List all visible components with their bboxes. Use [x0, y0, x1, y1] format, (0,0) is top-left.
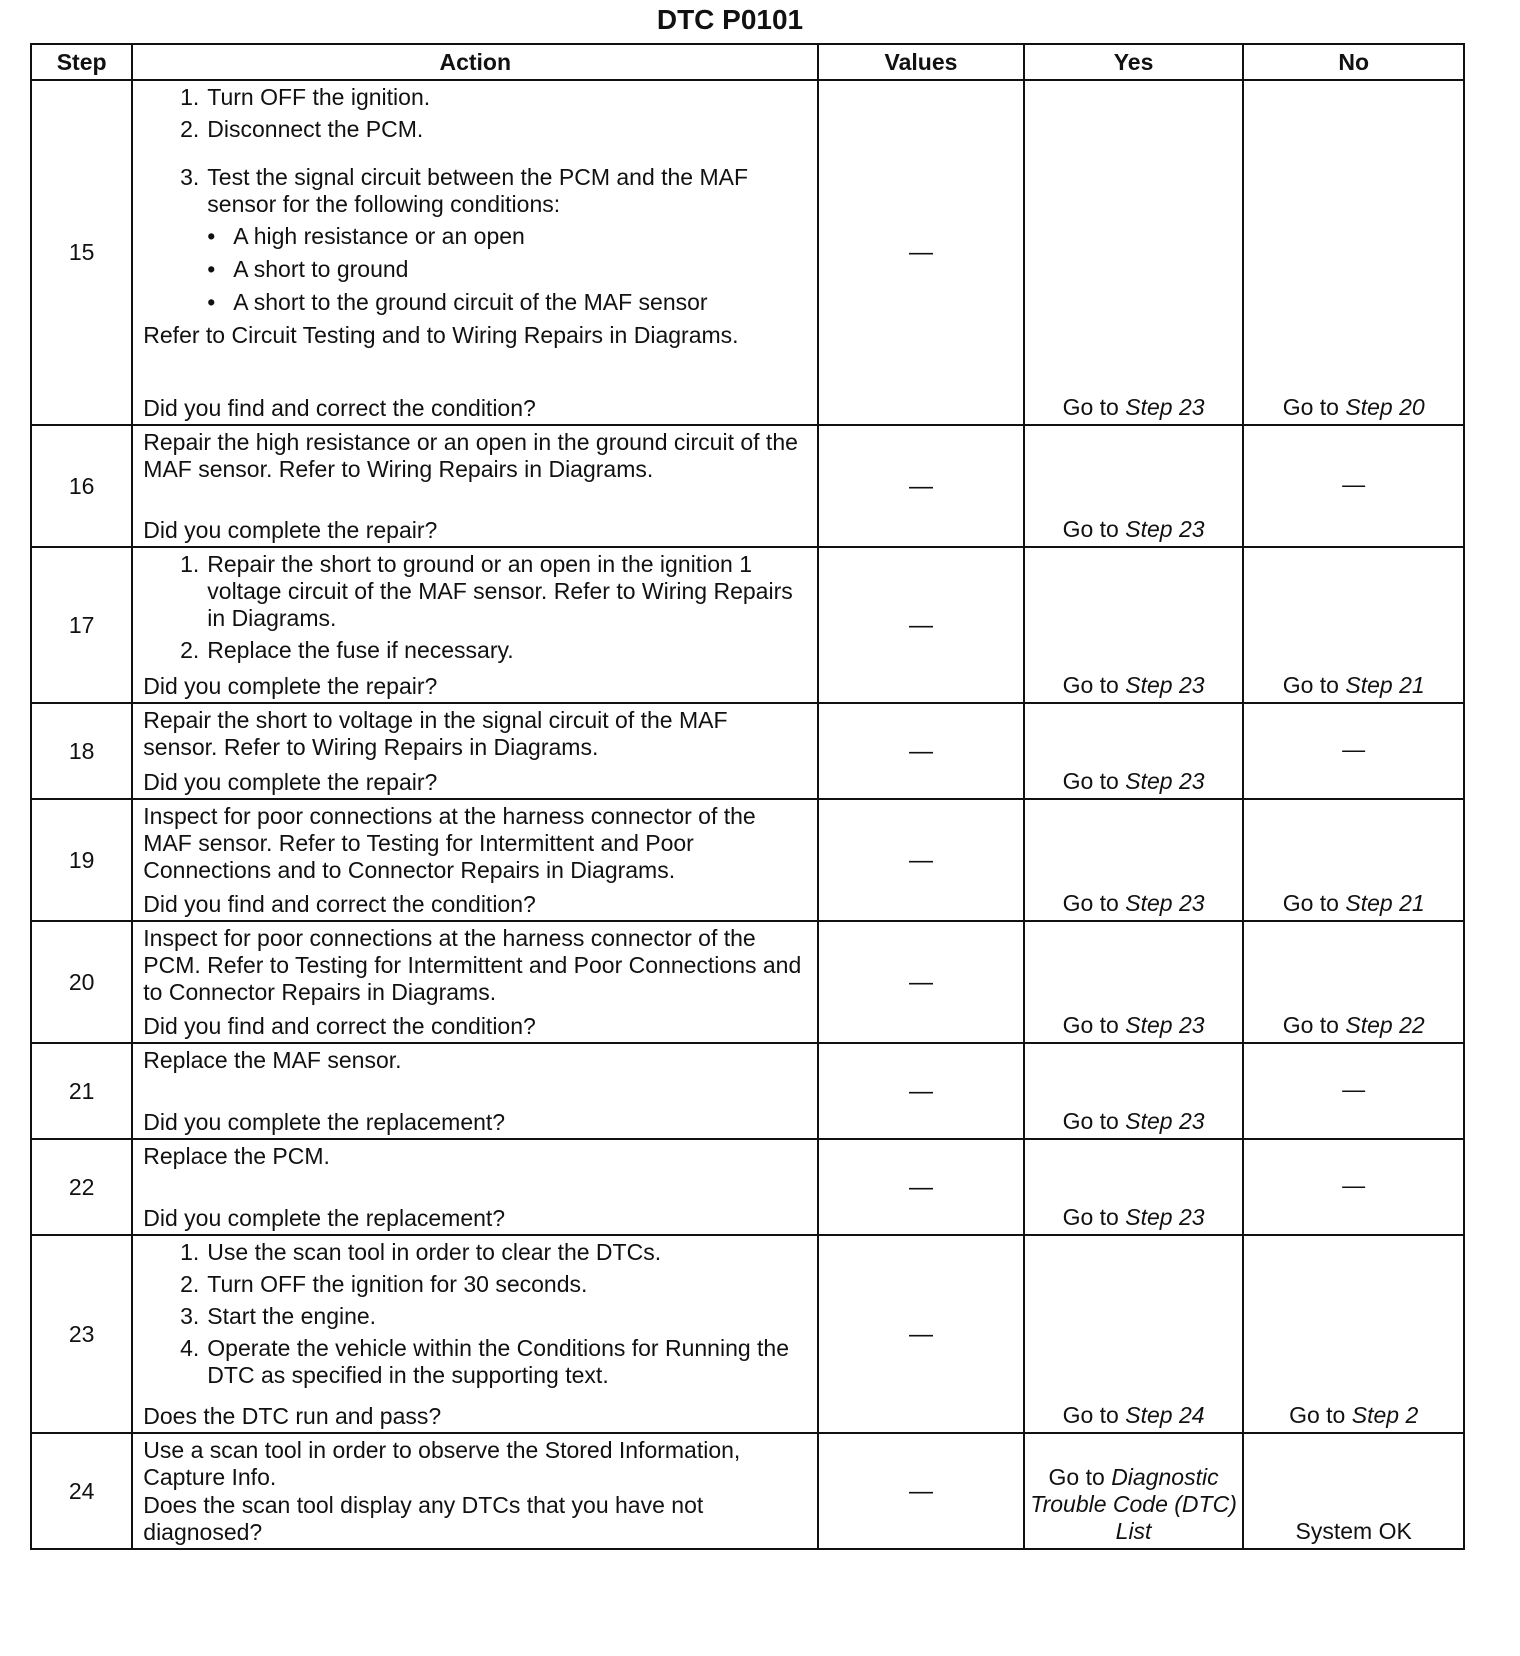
step-number: 22 [31, 1139, 132, 1235]
step-number: 17 [31, 547, 132, 703]
table-row [31, 547, 1464, 703]
table-row [31, 1235, 1464, 1433]
action-cell [132, 1433, 818, 1549]
question: Did you complete the repair? [143, 673, 438, 699]
header-yes: Yes [1024, 44, 1244, 80]
bullet-item: • A short to the ground circuit of the MAF sensor [207, 289, 708, 315]
header-action: Action [132, 44, 818, 80]
step-number: 18 [31, 703, 132, 799]
action-item: 4. Operate the vehicle within the Conditions for Running the DTC as specified in the supporting text. [180, 1335, 790, 1388]
header-step: Step [31, 44, 132, 80]
no-cell: System OK [1243, 1433, 1464, 1549]
bullet-item: • A high resistance or an open [207, 223, 525, 249]
table-row [31, 799, 1464, 921]
action-item: 1. Turn OFF the ignition. [180, 84, 431, 110]
table-row [31, 703, 1464, 799]
yes-cell: Go to Diagnostic Trouble Code (DTC) List [1024, 1433, 1244, 1549]
table-row [31, 1043, 1464, 1139]
values-cell: — [818, 1139, 1024, 1235]
step-number: 21 [31, 1043, 132, 1139]
action-text: Repair the short to voltage in the signal circuit of the MAF sensor. Refer to Wiring Repairs in Diagrams. [143, 707, 728, 760]
step-number: 24 [31, 1433, 132, 1549]
no-cell: Go to Step 2 [1243, 1235, 1464, 1433]
table-row [31, 921, 1464, 1043]
yes-cell: Go to Step 23 [1024, 799, 1244, 921]
diagnostic-table [30, 43, 1465, 1550]
no-cell: — [1243, 1043, 1464, 1139]
no-cell: — [1243, 1139, 1464, 1235]
yes-cell: Go to Step 24 [1024, 1235, 1244, 1433]
bullet-item: • A short to ground [207, 256, 409, 282]
table-row [31, 425, 1464, 547]
yes-cell: Go to Step 23 [1024, 1043, 1244, 1139]
action-cell [132, 1139, 818, 1235]
header-row [31, 44, 1464, 80]
values-cell: — [818, 80, 1024, 425]
action-item: 3. Start the engine. [180, 1303, 377, 1329]
no-cell: Go to Step 22 [1243, 921, 1464, 1043]
values-cell: — [818, 1043, 1024, 1139]
table-row [31, 1139, 1464, 1235]
question: Does the scan tool display any DTCs that you have not diagnosed? [143, 1492, 704, 1545]
values-cell: — [818, 703, 1024, 799]
question: Did you complete the repair? [143, 769, 438, 795]
action-item: 2. Disconnect the PCM. [180, 116, 424, 142]
no-cell: Go to Step 21 [1243, 799, 1464, 921]
action-item: 3. Test the signal circuit between the PCM and the MAF sensor for the following conditions: [180, 164, 749, 217]
question: Did you find and correct the condition? [143, 1013, 536, 1039]
action-cell [132, 80, 818, 425]
question: Does the DTC run and pass? [143, 1403, 442, 1429]
values-cell: — [818, 1433, 1024, 1549]
action-item: 1. Repair the short to ground or an open in the ignition 1 voltage circuit of the MAF sensor. Refer to Wiring Repairs in Diagrams. [180, 551, 793, 631]
step-number: 16 [31, 425, 132, 547]
action-cell [132, 1235, 818, 1433]
header-no: No [1243, 44, 1464, 80]
question: Did you complete the replacement? [143, 1205, 506, 1231]
no-cell: — [1243, 703, 1464, 799]
header-values: Values [818, 44, 1024, 80]
question: Did you complete the repair? [143, 517, 438, 543]
action-cell [132, 703, 818, 799]
no-cell: Go to Step 21 [1243, 547, 1464, 703]
step-number: 15 [31, 80, 132, 425]
action-cell [132, 799, 818, 921]
action-text: Replace the MAF sensor. [143, 1047, 402, 1073]
action-item: 2. Replace the fuse if necessary. [180, 637, 514, 663]
values-cell: — [818, 425, 1024, 547]
action-text: Repair the high resistance or an open in the ground circuit of the MAF sensor. Refer to Wiring Repairs in Diagrams. [143, 429, 798, 482]
yes-cell: Go to Step 23 [1024, 547, 1244, 703]
yes-cell: Go to Step 23 [1024, 425, 1244, 547]
step-number: 19 [31, 799, 132, 921]
yes-cell: Go to Step 23 [1024, 80, 1244, 425]
action-cell [132, 1043, 818, 1139]
page-title: DTC P0101 [656, 4, 804, 35]
action-text: Use a scan tool in order to observe the Stored Information, Capture Info. [143, 1437, 741, 1490]
yes-cell: Go to Step 23 [1024, 703, 1244, 799]
question: Did you find and correct the condition? [143, 891, 536, 917]
table-row [31, 80, 1464, 425]
question: Did you complete the replacement? [143, 1109, 506, 1135]
table-row [31, 1433, 1464, 1549]
no-cell: — [1243, 425, 1464, 547]
action-cell [132, 921, 818, 1043]
action-text: Inspect for poor connections at the harness connector of the PCM. Refer to Testing for Intermittent and Poor Connections and to Connector Repairs in Diagrams. [143, 925, 802, 1005]
action-text: Replace the PCM. [143, 1143, 330, 1169]
values-cell: — [818, 547, 1024, 703]
action-cell [132, 425, 818, 547]
values-cell: — [818, 1235, 1024, 1433]
yes-cell: Go to Step 23 [1024, 921, 1244, 1043]
values-cell: — [818, 799, 1024, 921]
refer-text: Refer to Circuit Testing and to Wiring Repairs in Diagrams. [143, 322, 739, 348]
question: Did you find and correct the condition? [143, 395, 536, 421]
action-cell [132, 547, 818, 703]
yes-cell: Go to Step 23 [1024, 1139, 1244, 1235]
action-item: 2. Turn OFF the ignition for 30 seconds. [180, 1271, 588, 1297]
action-item: 1. Use the scan tool in order to clear the DTCs. [180, 1239, 662, 1265]
no-cell: Go to Step 20 [1243, 80, 1464, 425]
action-text: Inspect for poor connections at the harness connector of the MAF sensor. Refer to Testing for Intermittent and Poor Connections and to Connector Repairs in Diagrams. [143, 803, 756, 883]
values-cell: — [818, 921, 1024, 1043]
step-number: 20 [31, 921, 132, 1043]
step-number: 23 [31, 1235, 132, 1433]
